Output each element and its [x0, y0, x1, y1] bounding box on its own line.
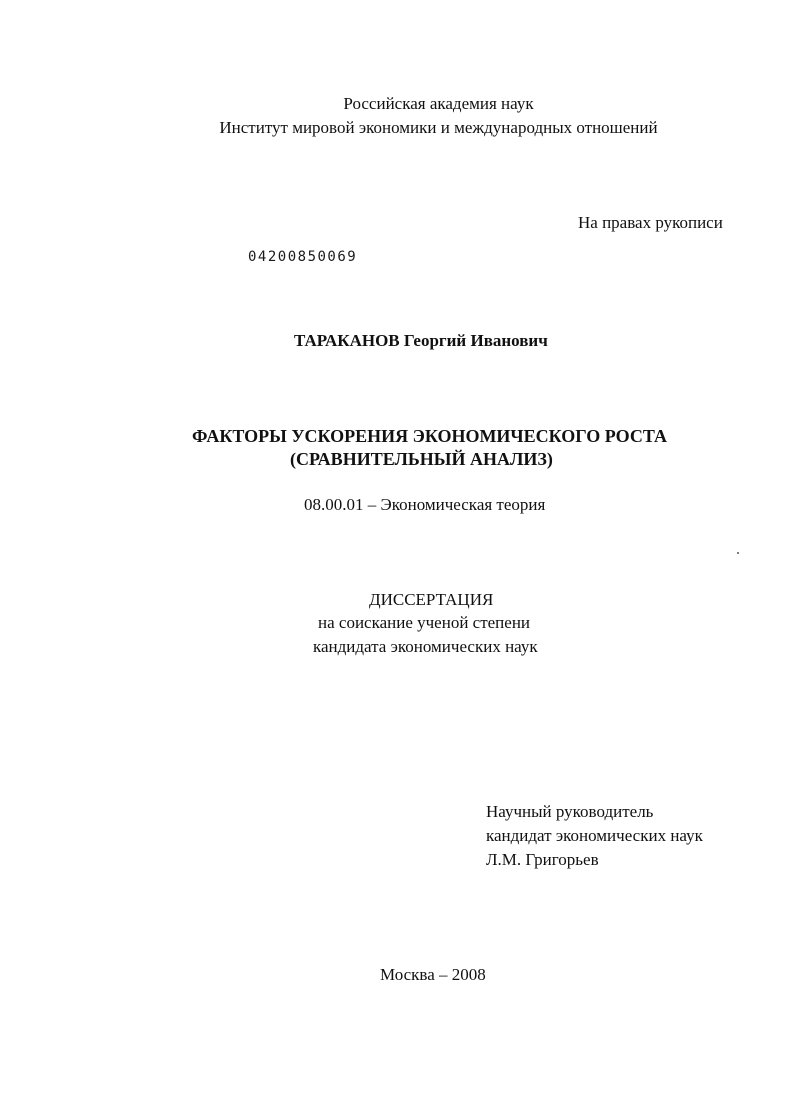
supervisor-name: Л.М. Григорьев: [486, 850, 599, 869]
supervisor-degree: кандидат экономических наук: [486, 826, 703, 845]
academy-name: Российская академия наук: [343, 94, 534, 113]
scan-speck: [737, 552, 739, 554]
specialty-code: 08.00.01 – Экономическая теория: [304, 495, 546, 514]
registration-stamp-number: 04200850069: [248, 249, 358, 265]
manuscript-note: На правах рукописи: [578, 213, 723, 232]
supervisor-role: Научный руководитель: [486, 802, 654, 821]
degree-purpose: на соискание ученой степени: [318, 613, 531, 632]
place-and-year: Москва – 2008: [380, 965, 486, 984]
document-type: ДИССЕРТАЦИЯ: [369, 590, 494, 609]
dissertation-title-line-1: ФАКТОРЫ УСКОРЕНИЯ ЭКОНОМИЧЕСКОГО РОСТА: [192, 426, 667, 446]
institute-name: Институт мировой экономики и международных отношений: [219, 118, 658, 137]
author-name: ТАРАКАНОВ Георгий Иванович: [294, 331, 548, 350]
dissertation-title-line-2: (СРАВНИТЕЛЬНЫЙ АНАЛИЗ): [290, 449, 553, 469]
degree-level: кандидата экономических наук: [313, 637, 538, 656]
